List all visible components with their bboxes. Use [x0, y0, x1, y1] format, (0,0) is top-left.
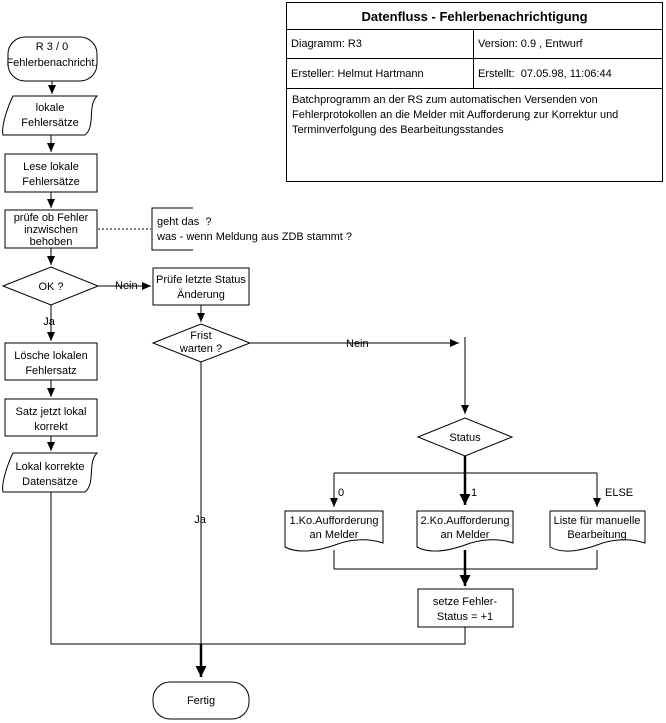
node-check-fixed	[5, 210, 97, 248]
node-record-now-correct	[5, 399, 97, 436]
label-status-else: ELSE	[605, 487, 634, 499]
node-first-reminder-document	[285, 511, 383, 551]
node-wait-decision	[153, 324, 250, 362]
wait-decision-line2: warten ?	[179, 343, 223, 355]
diagram-title: Datenfluss - Fehlerbenachrichtigung	[287, 3, 662, 30]
annotation-line1: geht das ?	[157, 216, 212, 228]
ok-decision-label: OK ?	[38, 281, 64, 293]
node-read-local-errors	[5, 154, 97, 192]
delete-local-line2: Fehlersatz	[25, 365, 77, 377]
second-reminder-line2: an Melder	[440, 529, 490, 541]
first-reminder-line2: an Melder	[309, 529, 359, 541]
start-label-line2: Fehlerbenachricht.	[6, 57, 98, 69]
annotation-line2: was - wenn Meldung aus ZDB stammt ?	[157, 231, 353, 243]
check-last-status-line2: Änderung	[177, 289, 225, 301]
local-records-line1: lokale	[35, 102, 65, 114]
node-check-last-status	[153, 268, 249, 305]
node-status-decision	[418, 418, 512, 456]
locally-correct-line2: Datensätze	[22, 476, 78, 488]
check-fixed-line3: behoben	[29, 236, 73, 248]
read-local-line2: Fehlersätze	[22, 176, 80, 188]
read-local-line1: Lese lokale	[23, 161, 79, 173]
label-wait-no: Nein	[346, 338, 369, 350]
node-increment-status	[418, 589, 513, 627]
node-end-terminator	[153, 682, 249, 719]
author-cell: Ersteller: Helmut Hartmann	[287, 59, 474, 88]
start-label-line1: R 3 / 0	[35, 41, 69, 53]
record-correct-line2: korrekt	[34, 421, 68, 433]
manual-list-line2: Bearbeitung	[567, 529, 627, 541]
check-fixed-line2: inzwischen	[24, 224, 78, 236]
node-local-error-records	[3, 96, 97, 135]
second-reminder-line1: 2.Ko.Aufforderung	[420, 515, 510, 527]
label-status-0: 0	[338, 487, 345, 499]
edge-merge-bottom	[51, 492, 465, 644]
manual-list-line1: Liste für manuelle	[553, 515, 641, 527]
increment-status-line1: setze Fehler-	[432, 596, 498, 608]
node-start-terminator	[6, 37, 97, 81]
delete-local-line1: Lösche lokalen	[14, 350, 88, 362]
local-records-line2: Fehlersätze	[21, 117, 79, 129]
diagram-id-cell: Diagramm: R3	[287, 30, 474, 58]
description-cell: Batchprogramm an der RS zum automatischen Versenden von Fehlerprotokollen an die Melder mit Aufforderung zur Korrektur und Terminverfolgung des Bearbeitungsstandes	[292, 94, 619, 136]
status-decision-label: Status	[449, 432, 481, 444]
locally-correct-line1: Lokal korrekte	[15, 461, 85, 473]
first-reminder-line1: 1.Ko.Aufforderung	[289, 515, 379, 527]
node-second-reminder-document	[417, 511, 513, 551]
node-locally-correct-records	[3, 453, 97, 492]
check-fixed-line1: prüfe ob Fehler	[13, 212, 89, 224]
node-manual-list-document	[550, 511, 645, 551]
created-cell: Erstellt: 07.05.98, 11:06:44	[478, 67, 612, 80]
node-delete-local-error	[5, 343, 97, 380]
node-ok-decision	[3, 267, 98, 305]
wait-decision-line1: Frist	[190, 330, 212, 342]
end-label: Fertig	[186, 695, 216, 707]
annotation-bracket	[152, 208, 193, 250]
label-ok-no: Nein	[115, 280, 138, 292]
increment-status-line2: Status = +1	[436, 611, 494, 623]
version-cell: Version: 0.9 , Entwurf	[478, 38, 583, 50]
annotation-note	[156, 216, 352, 243]
check-last-status-line1: Prüfe letzte Status	[156, 274, 246, 286]
label-ok-yes: Ja	[43, 316, 55, 328]
record-correct-line1: Satz jetzt lokal	[15, 406, 87, 418]
label-status-1: 1	[471, 487, 478, 499]
label-wait-yes: Ja	[194, 514, 206, 526]
